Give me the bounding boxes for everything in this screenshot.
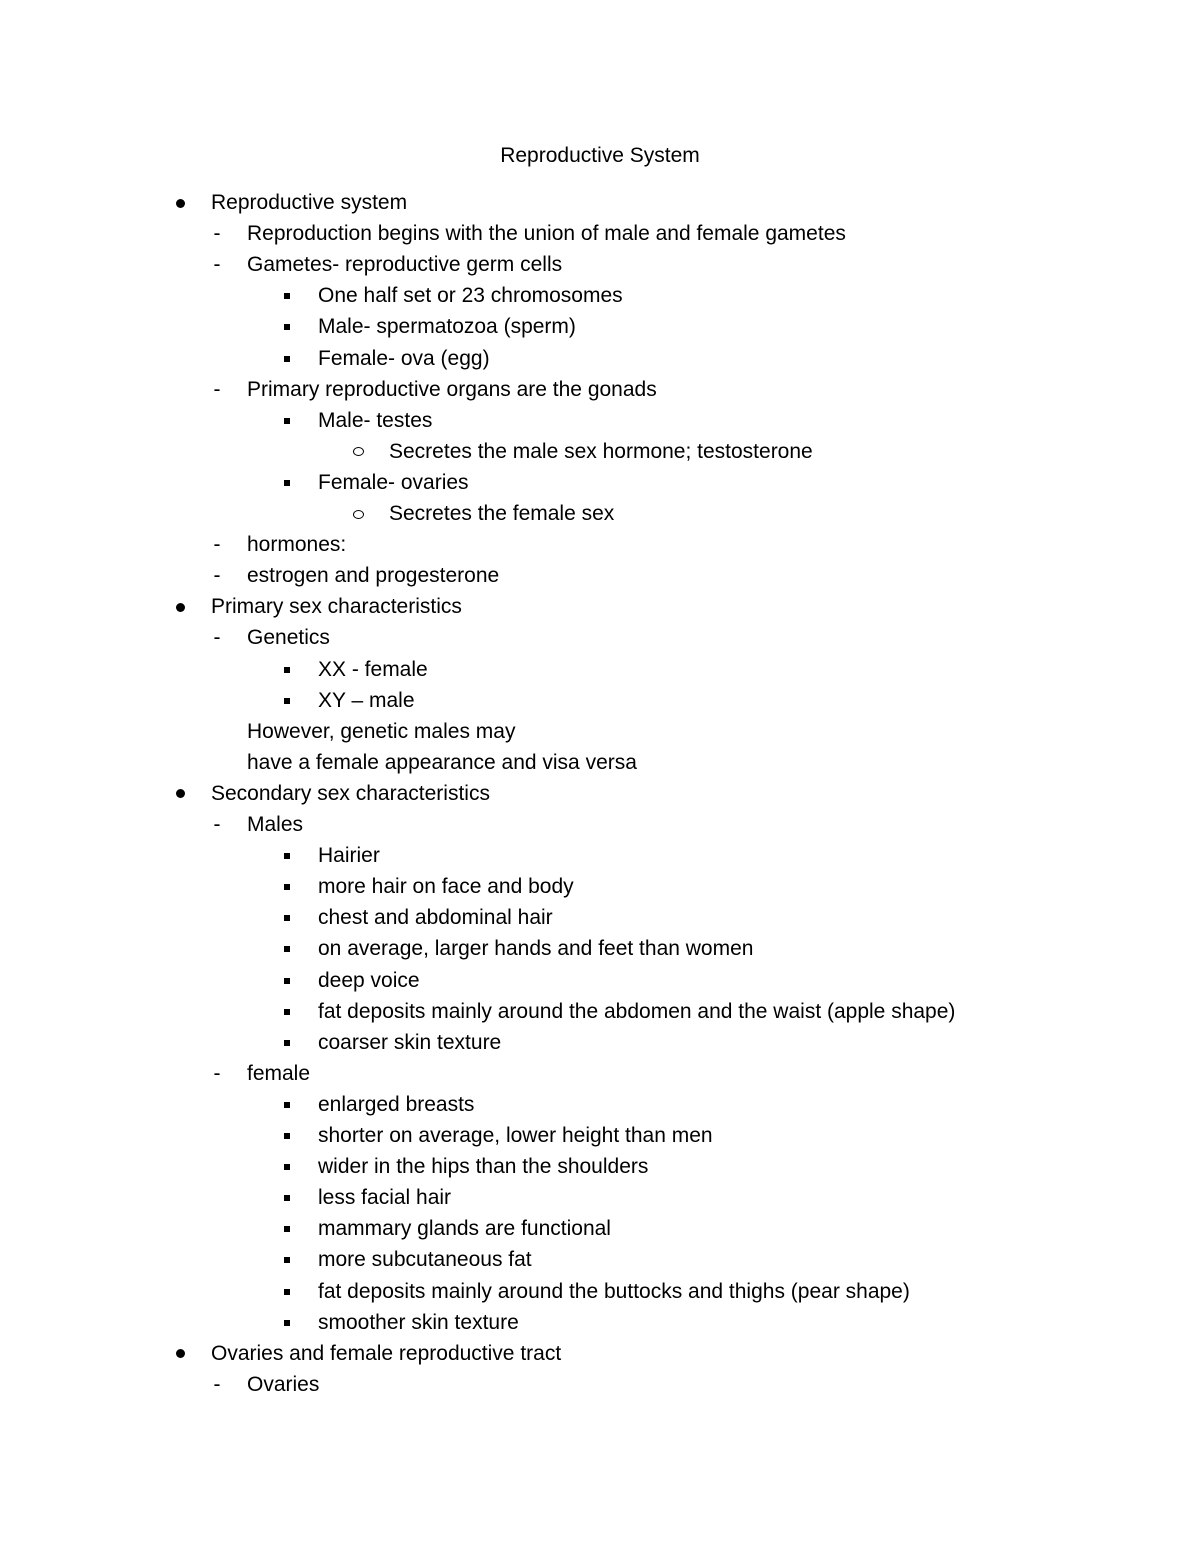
square-icon [284, 1195, 290, 1201]
square-icon [284, 1133, 290, 1139]
square-icon [284, 978, 290, 984]
bullet-square-icon [281, 1184, 293, 1212]
outline-item-level-2: coarser skin texture [318, 1030, 502, 1054]
bullet-square-icon [281, 345, 293, 373]
square-icon [284, 1289, 290, 1295]
dash-icon: - [213, 377, 221, 401]
outline-item-level-2: XX - female [318, 657, 428, 681]
hollow-circle-icon [353, 447, 364, 456]
bullet-square-icon [281, 935, 293, 963]
bullet-square-icon [281, 1122, 293, 1150]
dash-icon: - [213, 253, 221, 277]
outline-item-level-2: smoother skin texture [318, 1310, 519, 1334]
bullet-square-icon [281, 1309, 293, 1337]
bullet-dash-icon [211, 562, 223, 590]
dash-icon: - [213, 564, 221, 588]
bullet-square-icon [281, 904, 293, 932]
outline-item-level-2: mammary glands are functional [318, 1217, 611, 1241]
dash-icon: - [213, 1061, 221, 1085]
square-icon [284, 1320, 290, 1326]
bullet-dash-icon [211, 1060, 223, 1088]
bullet-square-icon [281, 1246, 293, 1274]
bullet-square-icon [281, 282, 293, 310]
hollow-circle-icon [353, 510, 364, 519]
filled-circle-icon [176, 789, 185, 798]
outline-item-level-2: more hair on face and body [318, 875, 574, 899]
outline-item-level-2: One half set or 23 chromosomes [318, 284, 623, 308]
bullet-dot-icon [174, 780, 186, 808]
outline-item-level-1: hormones: [247, 533, 347, 557]
outline-item-level-2: wider in the hips than the shoulders [318, 1155, 649, 1179]
bullet-square-icon [281, 1215, 293, 1243]
dash-icon: - [213, 222, 221, 246]
bullet-dot-icon [174, 593, 186, 621]
outline-item-level-0: Reproductive system [211, 191, 408, 214]
outline-item-level-0: Primary sex characteristics [211, 595, 462, 619]
outline-item-level-1: Males [247, 813, 304, 836]
outline-item-level-2: less facial hair [318, 1186, 452, 1210]
dash-icon: - [213, 813, 221, 836]
square-icon [284, 1040, 290, 1046]
square-icon [284, 884, 290, 890]
outline-item-level-1: female [247, 1061, 311, 1085]
square-icon [284, 853, 290, 859]
square-icon [284, 480, 290, 486]
bullet-square-icon [281, 656, 293, 684]
square-icon [284, 698, 290, 704]
square-icon [284, 356, 290, 362]
bullet-square-icon [281, 967, 293, 995]
outline-item-level-1: Genetics [247, 626, 330, 650]
outline-item-level-1: Reproduction begins with the union of male and female gametes [247, 222, 846, 246]
bullet-dash-icon [211, 251, 223, 279]
outline-item-level-2: Male- testes [318, 408, 433, 432]
page-title: Reproductive System [500, 144, 700, 167]
outline-item-level-3: Secretes the male sex hormone; testosterone [389, 439, 813, 463]
square-icon [284, 293, 290, 299]
dash-icon: - [213, 533, 221, 557]
square-icon [284, 915, 290, 921]
outline-item-level-2: chest and abdominal hair [318, 906, 553, 930]
outline-item-level-1: Gametes- reproductive germ cells [247, 253, 563, 277]
bullet-dash-icon [211, 376, 223, 404]
square-icon [284, 1257, 290, 1263]
bullet-dash-icon [211, 531, 223, 559]
outline-item-level-1: have a female appearance and visa versa [247, 750, 637, 774]
outline-item-level-2: on average, larger hands and feet than women [318, 937, 754, 961]
bullet-square-icon [281, 687, 293, 715]
square-icon [284, 946, 290, 952]
outline-item-level-2: fat deposits mainly around the buttocks and thighs (pear shape) [318, 1279, 910, 1303]
bullet-square-icon [281, 842, 293, 870]
square-icon [284, 1102, 290, 1108]
bullet-square-icon [281, 1153, 293, 1181]
bullet-square-icon [281, 313, 293, 341]
square-icon [284, 1164, 290, 1170]
outline-item-level-2: XY – male [318, 688, 415, 712]
dash-icon: - [213, 1372, 221, 1396]
bullet-square-icon [281, 1278, 293, 1306]
outline-item-level-2: Male- spermatozoa (sperm) [318, 315, 576, 339]
outline-item-level-2: Hairier [318, 844, 380, 868]
outline-item-level-0: Ovaries and female reproductive tract [211, 1341, 562, 1365]
filled-circle-icon [176, 1349, 185, 1358]
bullet-square-icon [281, 1091, 293, 1119]
bullet-square-icon [281, 1029, 293, 1057]
dash-icon: - [213, 626, 221, 650]
outline-item-level-0: Secondary sex characteristics [211, 781, 490, 805]
bullet-square-icon [281, 998, 293, 1026]
outline-item-level-2: Female- ova (egg) [318, 346, 490, 370]
bullet-square-icon [281, 873, 293, 901]
filled-circle-icon [176, 603, 185, 612]
outline-item-level-3: Secretes the female sex [389, 502, 615, 525]
outline-item-level-2: fat deposits mainly around the abdomen and the waist (apple shape) [318, 999, 956, 1023]
square-icon [284, 1009, 290, 1015]
outline-item-level-2: more subcutaneous fat [318, 1248, 532, 1272]
outline-item-level-2: Female- ovaries [318, 470, 469, 494]
filled-circle-icon [176, 199, 185, 208]
bullet-circle-icon [352, 500, 364, 528]
bullet-dash-icon [211, 1371, 223, 1399]
bullet-dash-icon [211, 811, 223, 839]
square-icon [284, 667, 290, 673]
outline-item-level-2: deep voice [318, 968, 420, 992]
bullet-square-icon [281, 407, 293, 435]
bullet-dot-icon [174, 189, 186, 217]
bullet-dot-icon [174, 1340, 186, 1368]
outline-item-level-2: shorter on average, lower height than men [318, 1124, 713, 1147]
bullet-circle-icon [352, 438, 364, 466]
outline-item-level-2: enlarged breasts [318, 1092, 475, 1116]
square-icon [284, 1226, 290, 1232]
outline-item-level-1: Ovaries [247, 1372, 320, 1396]
outline-item-level-1: Primary reproductive organs are the gonads [247, 377, 657, 401]
bullet-dash-icon [211, 624, 223, 652]
bullet-dash-icon [211, 220, 223, 248]
square-icon [284, 324, 290, 330]
square-icon [284, 418, 290, 424]
bullet-square-icon [281, 469, 293, 497]
outline-item-level-1: However, genetic males may [247, 719, 516, 743]
outline-item-level-1: estrogen and progesterone [247, 564, 500, 588]
